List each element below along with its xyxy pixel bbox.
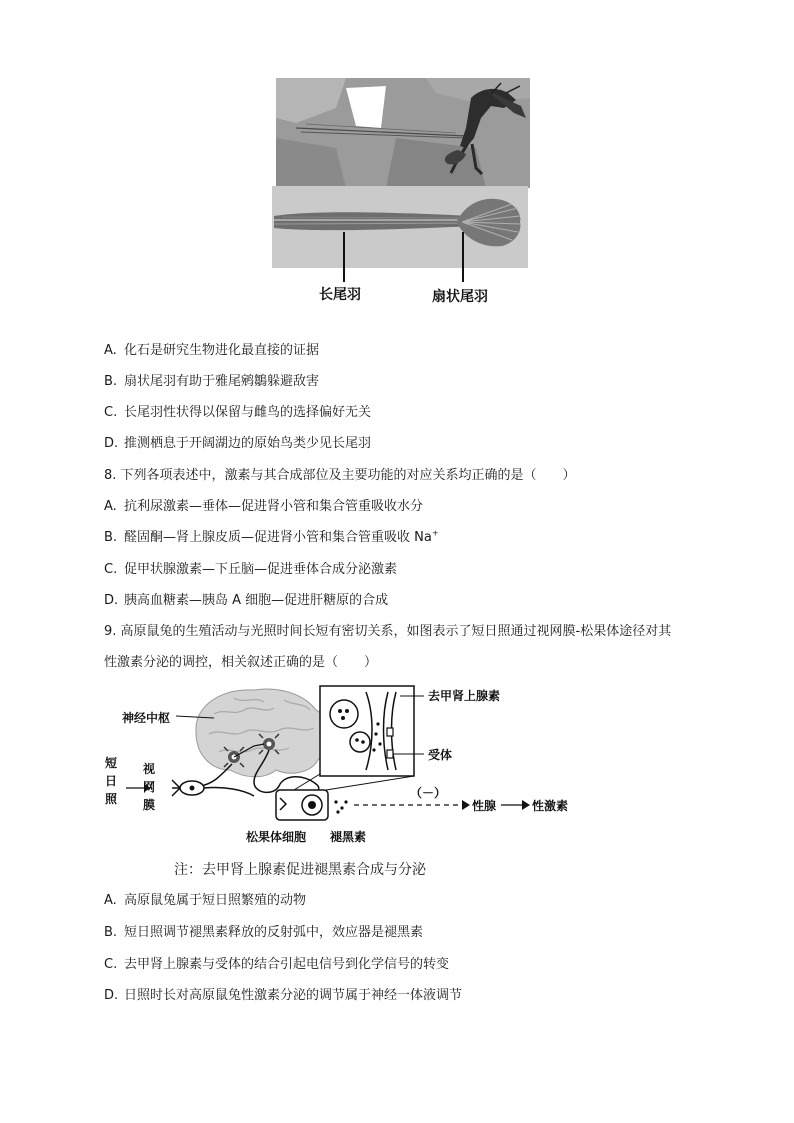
q9-option-b — [104, 924, 423, 942]
gonad-label: 性腺 — [472, 799, 497, 813]
option-text: 日照时长对高原鼠兔性激素分泌的调节属于神经一体液调节 — [124, 988, 463, 1003]
option-key: C. — [104, 562, 118, 577]
option-key: A. — [104, 499, 117, 514]
diagram-note: 注：去甲肾上腺素促进褪黑素合成与分泌 — [174, 862, 426, 878]
option-key: B. — [104, 925, 118, 940]
fossil-photo — [276, 78, 530, 188]
norepinephrine-label: 去甲肾上腺素 — [428, 689, 501, 703]
q7-option-d — [104, 435, 371, 453]
fan-tail-pointer — [462, 232, 464, 282]
option-text: 推测栖息于开阔湖边的原始鸟类少见长尾羽 — [124, 436, 372, 451]
q9-option-a — [104, 892, 306, 910]
q7-option-a — [104, 342, 319, 360]
option-text: 醛固酮—肾上腺皮质—促进肾小管和集合管重吸收 Na — [124, 530, 432, 545]
option-key: A. — [104, 893, 117, 908]
q8-option-c — [104, 561, 397, 579]
short-day-char: 日 — [104, 774, 117, 788]
option-key: B. — [104, 530, 118, 545]
tail-feather-image — [272, 186, 528, 268]
short-day-char: 照 — [104, 792, 117, 806]
retina-char: 视 — [142, 762, 155, 776]
option-key: D. — [104, 436, 119, 451]
question-stem: 高原鼠兔的生殖活动与光照时间长短有密切关系，如图表示了短日照通过视网膜-松果体途径对其 — [120, 624, 672, 639]
question-stem: 性激素分泌的调控，相关叙述正确的是（ ） — [104, 655, 378, 670]
option-text: 扇状尾羽有助于雅尾鹓鶵躲避敌害 — [124, 374, 320, 389]
superscript: + — [431, 528, 439, 538]
retina-char: 膜 — [142, 798, 155, 812]
q8-option-b — [104, 529, 439, 547]
option-text: 抗利尿激素—垂体—促进肾小管和集合管重吸收水分 — [124, 499, 424, 514]
long-tail-pointer — [343, 232, 345, 282]
q7-option-c — [104, 404, 371, 422]
option-text: 高原鼠兔属于短日照繁殖的动物 — [124, 893, 307, 908]
option-key: D. — [104, 988, 119, 1003]
long-tail-label: 长尾羽 — [319, 287, 361, 303]
option-text: 去甲肾上腺素与受体的结合引起电信号到化学信号的转变 — [124, 957, 450, 972]
pineal-cell-label: 松果体细胞 — [246, 830, 307, 844]
receptor-label: 受体 — [428, 748, 453, 762]
short-day-char: 短 — [104, 756, 117, 770]
fossil-figure — [272, 78, 532, 268]
q9-option-c — [104, 956, 449, 974]
q9-diagram — [104, 684, 604, 874]
option-key: C. — [104, 405, 118, 420]
option-key: B. — [104, 374, 118, 389]
fan-tail-label: 扇状尾羽 — [432, 289, 488, 305]
melatonin-label: 褪黑素 — [330, 830, 367, 844]
option-text: 短日照调节褪黑素释放的反射弧中，效应器是褪黑素 — [124, 925, 424, 940]
nerve-center-label: 神经中枢 — [122, 711, 171, 725]
q9-option-d — [104, 987, 462, 1005]
question-stem: 下列各项表述中，激素与其合成部位及主要功能的对应关系均正确的是（ ） — [120, 468, 576, 483]
tail-feather-drawing — [272, 186, 528, 268]
q9-stem-line2 — [104, 654, 377, 672]
question-number: 9. — [104, 624, 117, 639]
option-text: 长尾羽性状得以保留与雌鸟的选择偏好无关 — [124, 405, 372, 420]
option-key: D. — [104, 593, 119, 608]
question-number: 8. — [104, 468, 117, 483]
q8-option-d — [104, 592, 388, 610]
option-text: 促甲状腺激素—下丘脑—促进垂体合成分泌激素 — [124, 562, 398, 577]
short-day-label — [104, 754, 118, 808]
q9-stem-line1 — [104, 623, 671, 641]
inhibit-label: （－） — [410, 786, 447, 800]
fossil-photo-image — [276, 78, 530, 188]
q8-option-a — [104, 498, 423, 516]
option-text: 化石是研究生物进化最直接的证据 — [124, 343, 320, 358]
option-text: 胰高血糖素—胰岛 A 细胞—促进肝糖原的合成 — [124, 593, 389, 608]
sex-hormone-label: 性激素 — [532, 799, 569, 813]
retina-label — [142, 760, 156, 814]
q7-option-b — [104, 373, 319, 391]
q8-stem — [104, 467, 576, 485]
option-key: A. — [104, 343, 117, 358]
option-key: C. — [104, 957, 118, 972]
retina-char: 网 — [142, 780, 155, 794]
